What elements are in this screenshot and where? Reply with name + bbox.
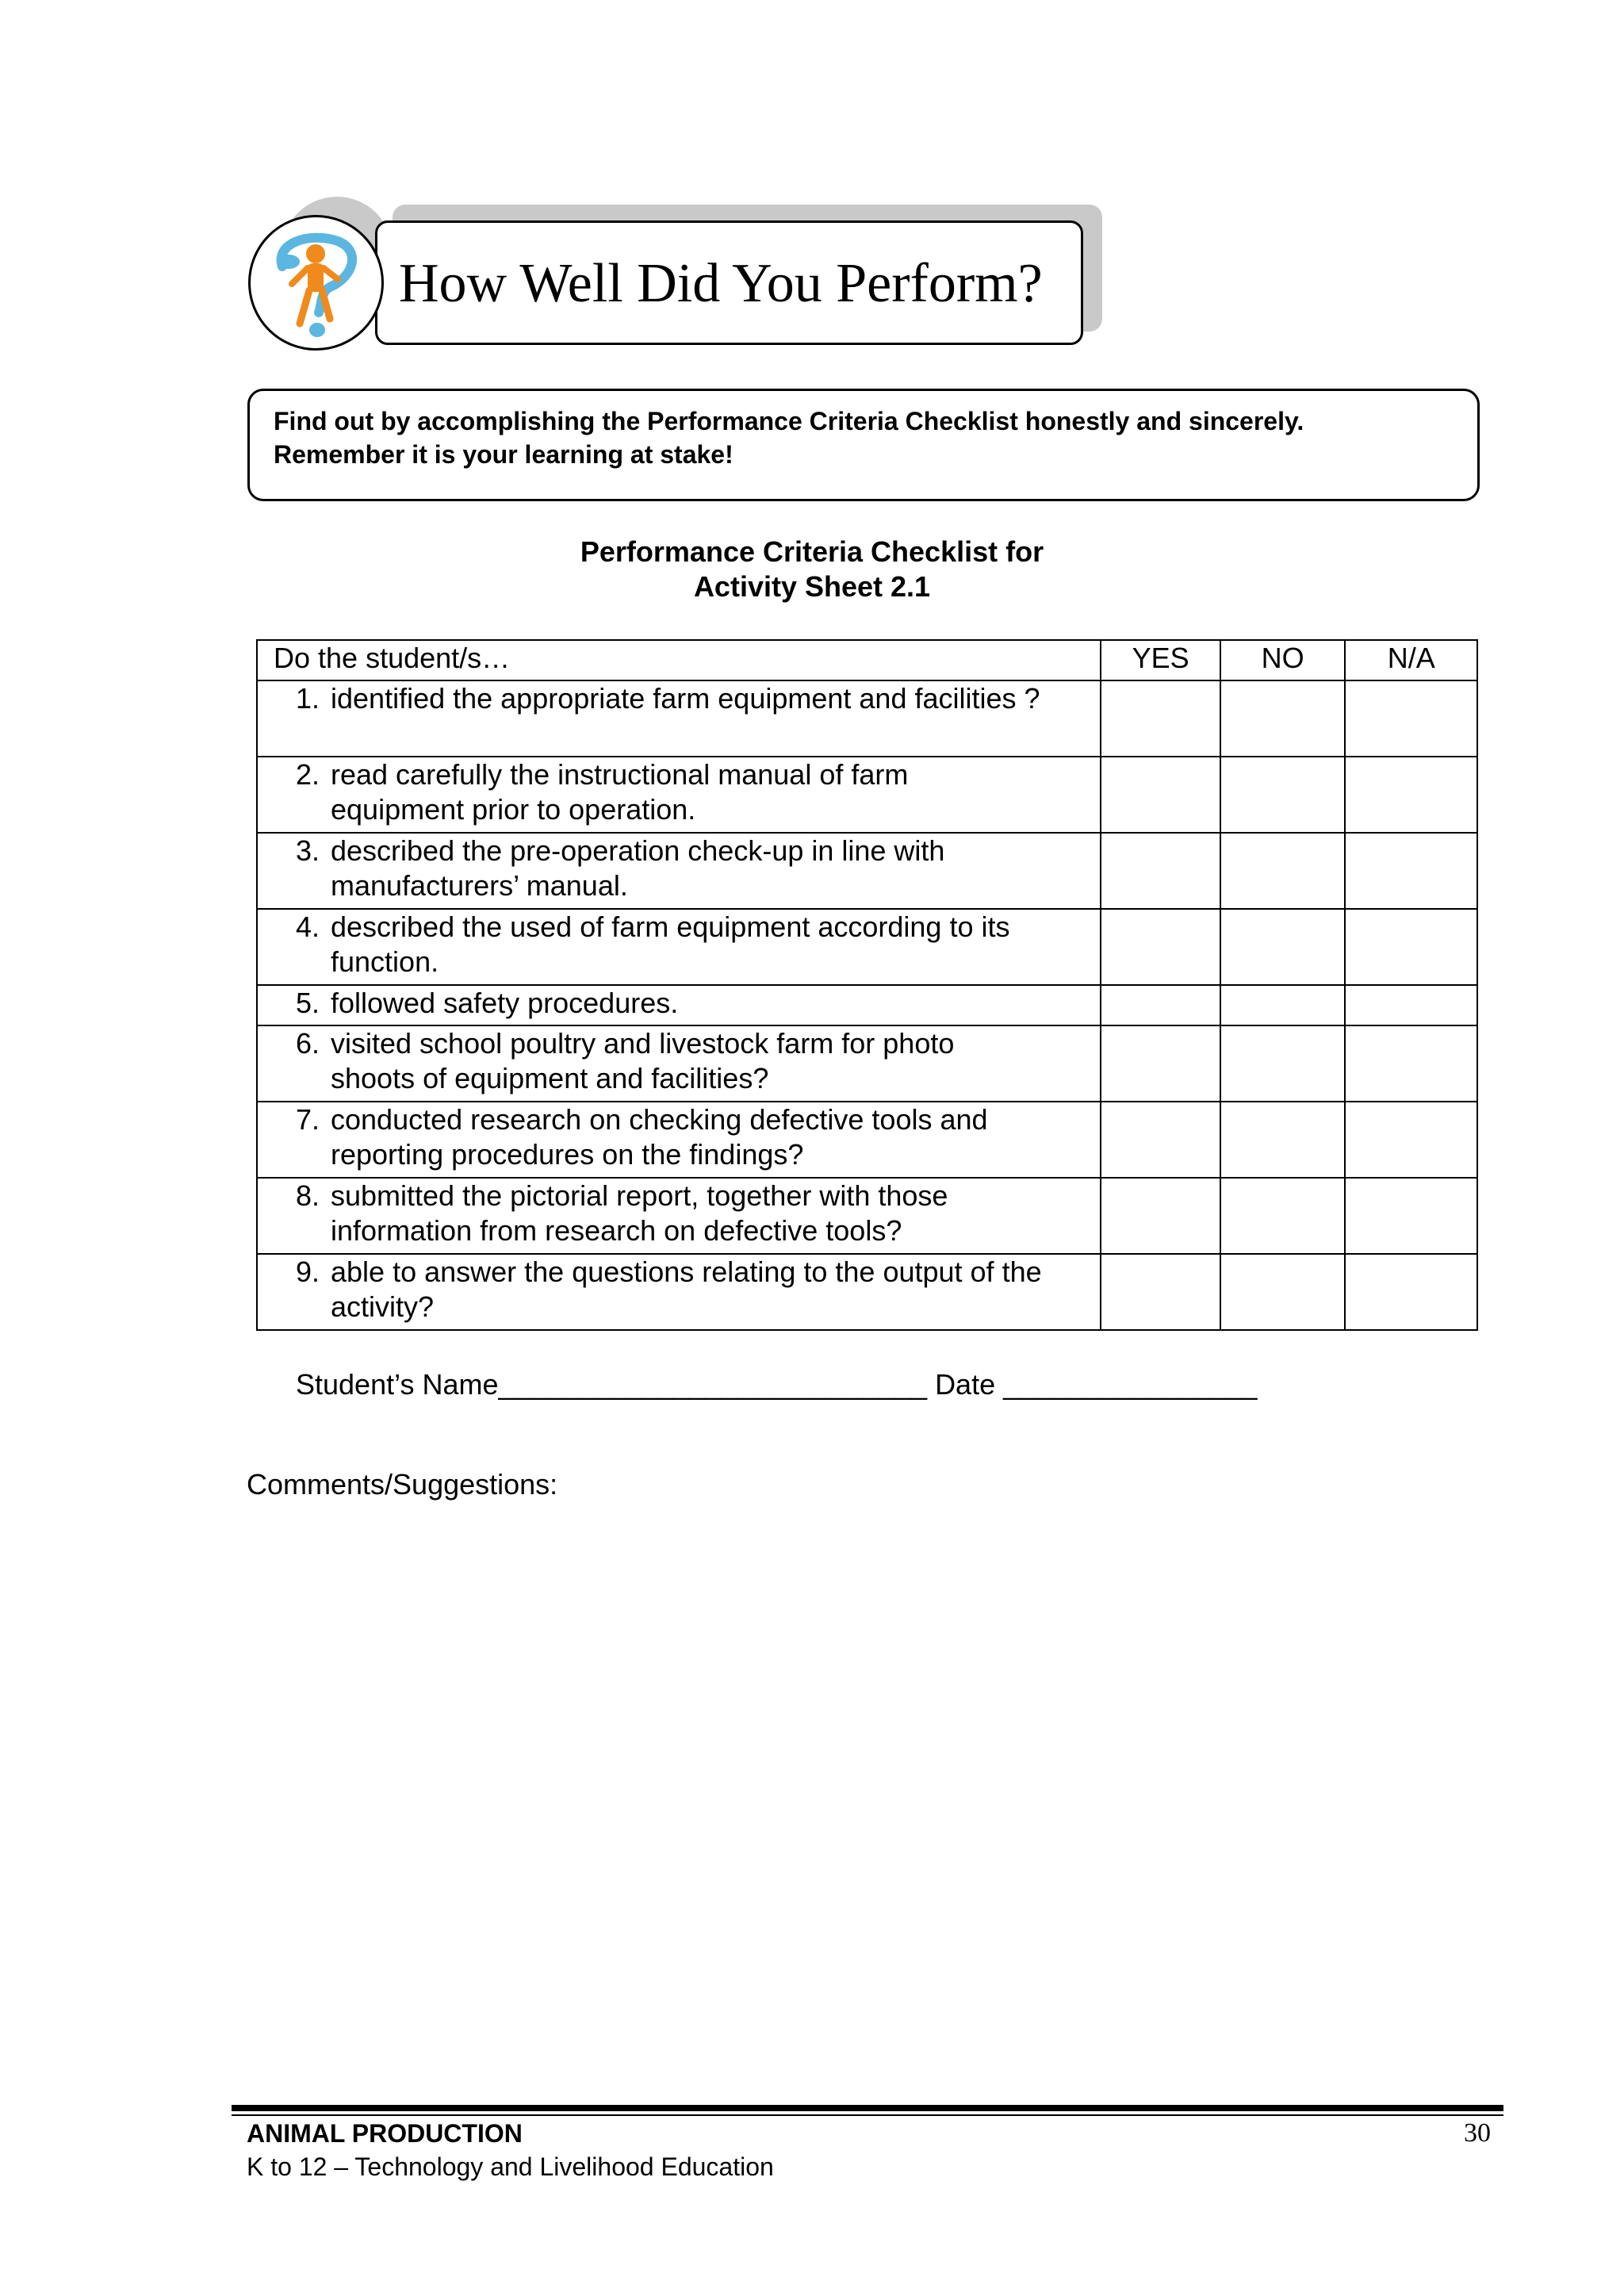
header-yes: YES xyxy=(1101,640,1220,680)
no-cell[interactable] xyxy=(1220,1178,1346,1254)
footer-title: ANIMAL PRODUCTION xyxy=(247,2119,523,2148)
row-number: 8. xyxy=(295,1179,320,1212)
table-row xyxy=(257,1254,1477,1330)
page-number: 30 xyxy=(1464,2118,1491,2148)
no-cell[interactable] xyxy=(1220,909,1346,985)
student-name-date-line: Student’s Name___________________________ Date ________________ xyxy=(296,1368,1258,1401)
row-criterion: read carefully the instructional manual of farm equipment prior to operation. xyxy=(331,758,909,826)
row-number: 1. xyxy=(295,682,320,715)
checklist-table xyxy=(256,639,1478,1331)
checklist-heading: Performance Criteria Checklist for xyxy=(580,535,1044,568)
yes-cell[interactable] xyxy=(1101,909,1220,985)
na-cell[interactable] xyxy=(1345,757,1477,833)
row-number: 7. xyxy=(295,1103,320,1136)
row-criterion: described the used of farm equipment according to its function. xyxy=(331,910,1010,978)
table-row xyxy=(257,985,1477,1025)
table-header-row xyxy=(257,640,1477,680)
na-cell[interactable] xyxy=(1345,985,1477,1025)
row-criterion: submitted the pictorial report, together with those information from research on defective tools? xyxy=(331,1179,948,1247)
row-number: 9. xyxy=(295,1255,320,1288)
row-criterion: conducted research on checking defective tools and reporting procedures on the findings? xyxy=(331,1103,988,1171)
footer-rule xyxy=(232,2105,1503,2111)
na-cell[interactable] xyxy=(1345,909,1477,985)
row-number: 3. xyxy=(295,834,320,867)
row-number: 4. xyxy=(295,910,320,943)
table-row xyxy=(257,1025,1477,1102)
table-row xyxy=(257,757,1477,833)
footer-subtitle: K to 12 – Technology and Livelihood Education xyxy=(247,2152,774,2181)
comments-label: Comments/Suggestions: xyxy=(247,1468,558,1501)
na-cell[interactable] xyxy=(1345,1025,1477,1102)
page-title: How Well Did You Perform? xyxy=(399,253,1043,314)
yes-cell[interactable] xyxy=(1101,1254,1220,1330)
na-cell[interactable] xyxy=(1345,1254,1477,1330)
question-figure-icon xyxy=(248,215,384,351)
row-number: 2. xyxy=(295,758,320,791)
row-number: 5. xyxy=(295,987,320,1019)
header-no: NO xyxy=(1220,640,1346,680)
header-na: N/A xyxy=(1345,640,1477,680)
no-cell[interactable] xyxy=(1220,1102,1346,1178)
yes-cell[interactable] xyxy=(1101,1102,1220,1178)
yes-cell[interactable] xyxy=(1101,757,1220,833)
na-cell[interactable] xyxy=(1345,1178,1477,1254)
table-row xyxy=(257,1178,1477,1254)
row-criterion: identified the appropriate farm equipment and facilities ? xyxy=(331,682,1040,715)
no-cell[interactable] xyxy=(1220,757,1346,833)
no-cell[interactable] xyxy=(1220,1254,1346,1330)
na-cell[interactable] xyxy=(1345,1102,1477,1178)
no-cell[interactable] xyxy=(1220,1025,1346,1102)
footer-rule-thin xyxy=(232,2114,1503,2116)
row-criterion: described the pre-operation check-up in line with manufacturers’ manual. xyxy=(331,834,945,902)
yes-cell[interactable] xyxy=(1101,1025,1220,1102)
table-row xyxy=(257,1102,1477,1178)
yes-cell[interactable] xyxy=(1101,1178,1220,1254)
no-cell[interactable] xyxy=(1220,680,1346,757)
table-row xyxy=(257,909,1477,985)
instruction-text: Find out by accomplishing the Performance Criteria Checklist honestly and sincerely. Remember it is your learning at stake! xyxy=(274,407,1304,469)
table-row xyxy=(257,680,1477,757)
row-criterion: able to answer the questions relating to the output of the activity? xyxy=(331,1255,1042,1323)
yes-cell[interactable] xyxy=(1101,680,1220,757)
na-cell[interactable] xyxy=(1345,833,1477,909)
checklist-subheading: Activity Sheet 2.1 xyxy=(693,570,931,603)
row-criterion: followed safety procedures. xyxy=(331,987,679,1019)
na-cell[interactable] xyxy=(1345,680,1477,757)
header-criteria: Do the student/s… xyxy=(257,640,1101,680)
yes-cell[interactable] xyxy=(1101,985,1220,1025)
no-cell[interactable] xyxy=(1220,833,1346,909)
yes-cell[interactable] xyxy=(1101,833,1220,909)
row-number: 6. xyxy=(295,1027,320,1060)
row-criterion: visited school poultry and livestock farm for photo shoots of equipment and facilities? xyxy=(331,1027,955,1094)
no-cell[interactable] xyxy=(1220,985,1346,1025)
table-row xyxy=(257,833,1477,909)
